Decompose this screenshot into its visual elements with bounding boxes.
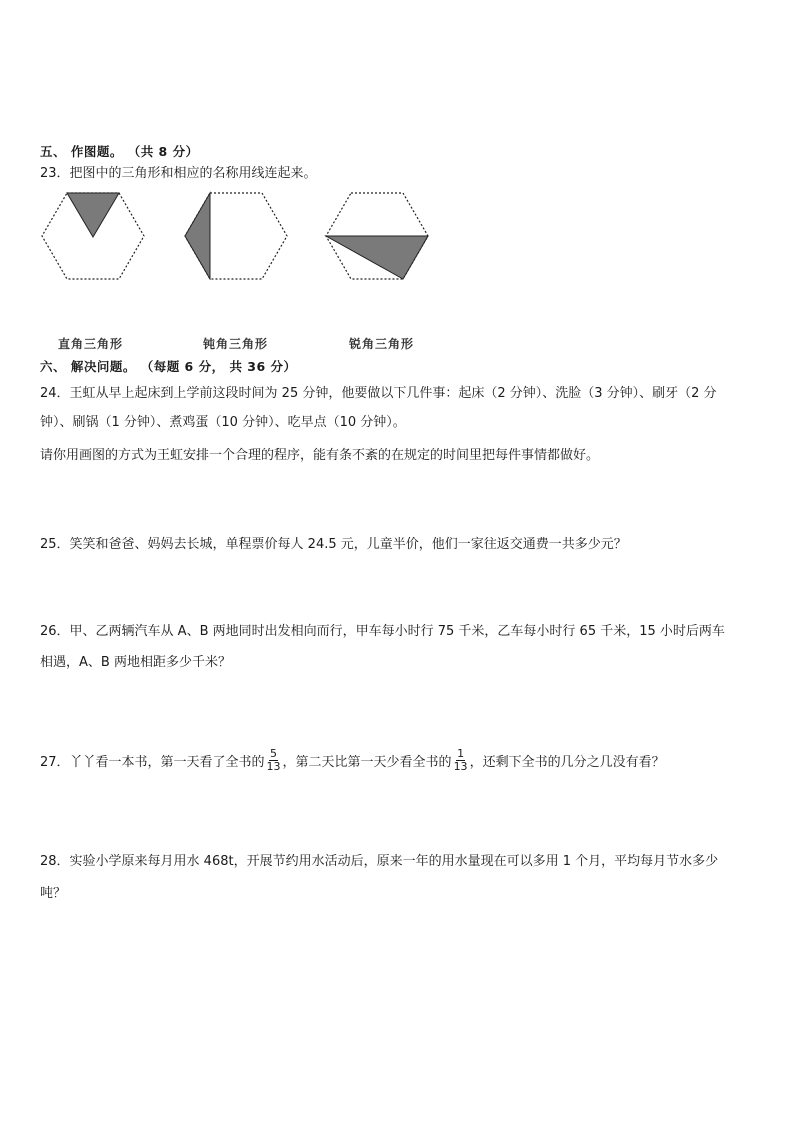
question-27-part-2: ，第二天比第一天少看全书的 [282, 755, 452, 770]
hexagon-figure-obtuse-triangle [183, 190, 289, 280]
section-heading-five: 五、 作图题。 （共 8 分） [40, 144, 199, 159]
question-23-text: 23．把图中的三角形和相应的名称用线连起来。 [40, 166, 317, 181]
section-heading-six: 六、 解决问题。 （每题 6 分， 共 36 分） [40, 359, 297, 374]
question-25-text: 25．笑笑和爸爸、妈妈去长城，单程票价每人 24.5 元，儿童半价，他们一家往返交通费一共多少元？ [40, 537, 627, 552]
label-obtuse-triangle: 钝角三角形 [203, 337, 269, 351]
question-27-part-1: 27．丫丫看一本书，第一天看了全书的 [40, 755, 265, 770]
question-28-line-1: 28．实验小学原来每月用水 468t，开展节约用水活动后，原来一年的用水量现在可以多用 1 个月，平均每月节水多少 [40, 854, 719, 869]
question-28-line-2: 吨？ [40, 886, 67, 901]
question-27-part-3: ，还剩下全书的几分之几没有看？ [469, 755, 665, 770]
fraction-denominator: 13 [453, 760, 468, 773]
label-right-triangle: 直角三角形 [58, 337, 124, 351]
label-acute-triangle: 锐角三角形 [349, 337, 415, 351]
fraction-one-thirteenth [454, 748, 468, 773]
question-24-line-1: 24．王虹从早上起床到上学前这段时间为 25 分钟，他要做以下几件事：起床（2 分钟）、洗脸（3 分钟）、刷牙（2 分 [40, 386, 717, 401]
fraction-numerator: 1 [457, 747, 465, 760]
question-24-line-3: 请你用画图的方式为王虹安排一个合理的程序，能有条不紊的在规定的时间里把每件事情都做好。 [40, 448, 600, 463]
question-26-line-1: 26．甲、乙两辆汽车从 A、B 两地同时出发相向而行，甲车每小时行 75 千米，乙车每小时行 65 千米，15 小时后两车 [40, 624, 725, 639]
fraction-five-thirteenths [267, 748, 281, 773]
hexagon-figure-acute-triangle [324, 190, 430, 280]
fraction-denominator: 13 [266, 760, 281, 773]
question-24-line-2: 钟）、刷锅（1 分钟）、煮鸡蛋（10 分钟）、吃早点（10 分钟）。 [40, 415, 406, 430]
hexagon-figure-right-triangle [40, 190, 146, 280]
question-27-text [40, 747, 665, 775]
question-26-line-2: 相遇，A、B 两地相距多少千米？ [40, 655, 231, 670]
fraction-numerator: 5 [270, 747, 278, 760]
